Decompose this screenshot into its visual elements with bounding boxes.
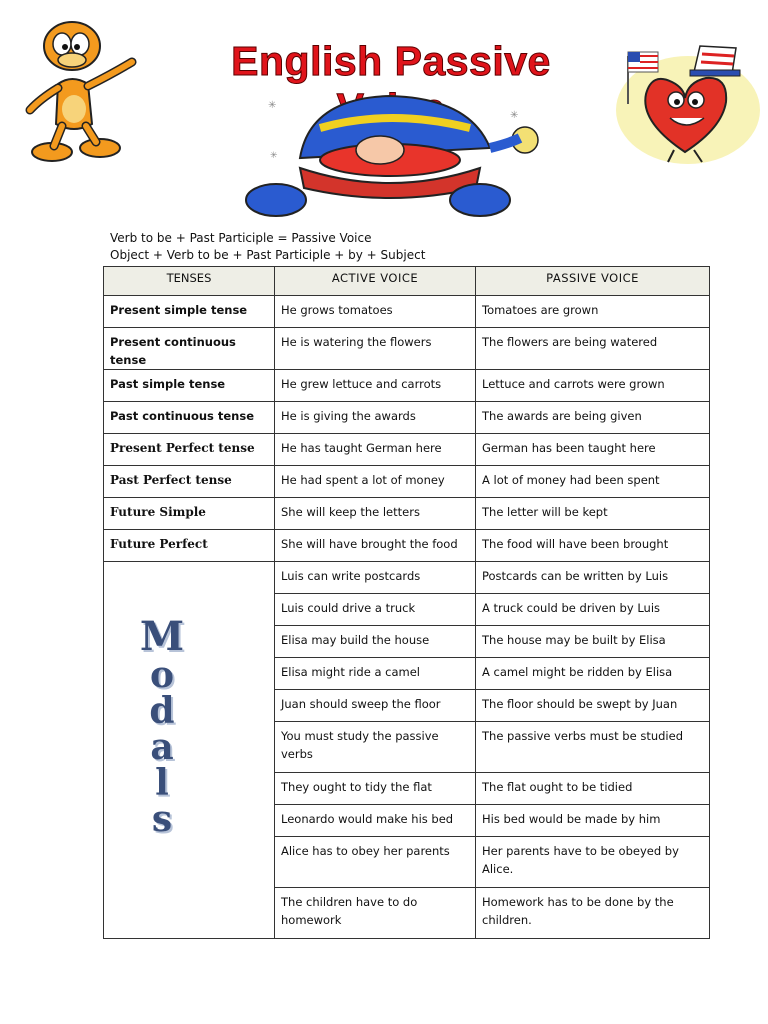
passive-cell: Her parents have to be obeyed by Alice. [476,837,710,888]
active-cell: Luis could drive a truck [275,594,476,626]
tense-cell: Present continuous tense [104,328,275,370]
active-cell: He had spent a lot of money [275,466,476,498]
passive-cell: The letter will be kept [476,498,710,530]
passive-cell: The house may be built by Elisa [476,626,710,658]
tense-cell: Past simple tense [104,370,275,402]
active-cell: He grew lettuce and carrots [275,370,476,402]
table-row [104,328,710,370]
active-cell: He has taught German here [275,434,476,466]
modals-letter: s [151,798,173,840]
active-cell: Juan should sweep the floor [275,690,476,722]
tense-cell: Present Perfect tense [104,434,275,466]
tense-cell: Past Perfect tense [104,466,275,498]
modals-letter: d [149,690,175,732]
active-cell: She will keep the letters [275,498,476,530]
active-cell: Elisa may build the house [275,626,476,658]
modals-letter: o [149,654,174,696]
active-cell: Luis can write postcards [275,562,476,594]
passive-cell: The awards are being given [476,402,710,434]
table-row [104,434,710,466]
active-cell: The children have to do homework [275,888,476,939]
passive-voice-table [103,266,710,939]
active-cell: She will have brought the food [275,530,476,562]
modals-label-cell [104,562,275,939]
tense-cell: Present simple tense [104,296,275,328]
passive-cell: Homework has to be done by the children. [476,888,710,939]
passive-cell: The floor should be swept by Juan [476,690,710,722]
table-row [104,402,710,434]
formula-line-1: Verb to be + Past Participle = Passive Voice [110,231,372,245]
table-row [104,370,710,402]
passive-cell: The passive verbs must be studied [476,722,710,773]
svg-text:✳: ✳ [510,110,519,121]
passive-cell: German has been taught here [476,434,710,466]
active-cell: You must study the passive verbs [275,722,476,773]
passive-cell: Postcards can be written by Luis [476,562,710,594]
modals-letter: l [155,762,169,804]
passive-cell: A truck could be driven by Luis [476,594,710,626]
header-passive-voice: PASSIVE VOICE [476,267,710,296]
passive-cell: A lot of money had been spent [476,466,710,498]
modals-letter: M [139,613,185,660]
heart-uncle-sam-illustration [610,42,762,166]
table-row [104,498,710,530]
table-row [104,562,710,594]
active-cell: Alice has to obey her parents [275,837,476,888]
active-cell: They ought to tidy the flat [275,773,476,805]
table-row [104,466,710,498]
modals-letter: a [150,726,174,768]
tense-cell: Future Perfect [104,530,275,562]
active-cell: He is giving the awards [275,402,476,434]
tense-cell: Past continuous tense [104,402,275,434]
passive-cell: The flat ought to be tidied [476,773,710,805]
table-row [104,296,710,328]
page-title: English Passive [231,38,551,84]
passive-cell: A camel might be ridden by Elisa [476,658,710,690]
header-active-voice: ACTIVE VOICE [275,267,476,296]
passive-cell: Lettuce and carrots were grown [476,370,710,402]
passive-cell: Tomatoes are grown [476,296,710,328]
svg-text:✳: ✳ [270,151,278,161]
svg-text:✳: ✳ [268,100,277,111]
table-header-row [104,267,710,296]
modals-label [122,613,202,840]
active-cell: He grows tomatoes [275,296,476,328]
formula-line-2: Object + Verb to be + Past Participle + by + Subject [110,248,426,262]
winter-kid-illustration [240,88,540,220]
header-tenses: TENSES [104,267,275,296]
active-cell: Elisa might ride a camel [275,658,476,690]
passive-cell: The flowers are being watered [476,328,710,370]
passive-cell: His bed would be made by him [476,805,710,837]
active-cell: He is watering the flowers [275,328,476,370]
garfield-cat-illustration [22,14,148,164]
table-row [104,530,710,562]
active-cell: Leonardo would make his bed [275,805,476,837]
tense-cell: Future Simple [104,498,275,530]
passive-cell: The food will have been brought [476,530,710,562]
